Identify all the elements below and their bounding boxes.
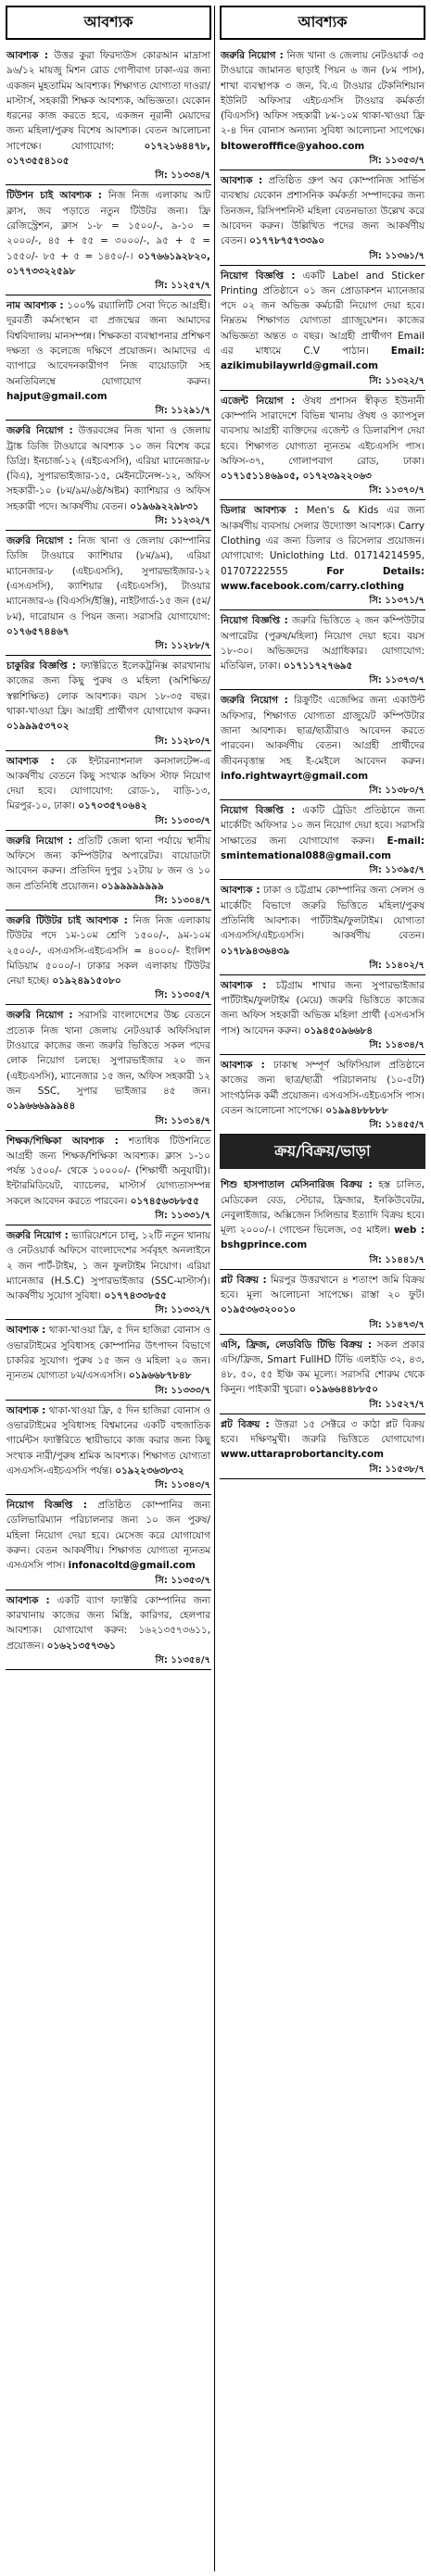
classified-ad	[220, 1335, 425, 1414]
ad-body: চট্টগ্রাম শাখার জন্য সুপারভাইজার পার্টটাইম/ফুলটাইম (মেয়ে) জরুরি ভিত্তিতে কাজের জন্য অফিস সহকারী অভিজ্ঞ মহিলা প্রার্থী (এসএসসি পাস) আবেদন করুন।	[221, 979, 425, 1037]
ad-heading: নাম আবশ্যক :	[6, 300, 64, 312]
ad-code: সি: ১১৩৫৩/৭	[369, 156, 425, 167]
ad-code: সি: ১১৩০৫/৭	[155, 990, 210, 1001]
ad-code: সি: ১১২৯১/৭	[155, 406, 210, 417]
classified-ad	[6, 911, 211, 1005]
ad-code: সি: ১১৩৩২/৭	[155, 1305, 210, 1316]
ad-heading: আবশ্যক :	[221, 175, 263, 187]
classified-ad	[220, 610, 425, 690]
ad-heading: আবশ্যক :	[6, 1325, 46, 1337]
ad-code: সি: ১১৫৩৮/৭	[369, 1464, 425, 1475]
ad-heading: প্লট বিক্রয় :	[221, 1274, 267, 1286]
ad-body: ভ্যারিয়েশনে চালু, ১২টি নতুন খানায় ও নেটওয়ার্ক অফিসে বাংলাদেশের সর্ববৃহৎ অনলাইনে ২ জন পার্ট-টাইম, ১ জন ফুলটাইম নিয়োগ। এরিয়া ম্যানেজার (H.S.C) সুপারভাইজার (SSC-মাস্টার্স)। আকর্ষণীয় সুযোগ সুবিধা।	[6, 1230, 210, 1302]
ad-heading: আবশ্যক :	[6, 1594, 50, 1606]
ad-heading: আবশ্যক :	[221, 979, 267, 991]
classified-ad	[220, 800, 425, 880]
ad-body: উত্তরা ১৫ সেক্টরে ৩ কাঠা প্লট বিক্রয় হবে। দক্ষিণমুখী। জরুরি ভিত্তিতে যোগাযোগ।	[221, 1418, 425, 1446]
ad-code: সি: ১১৪০২/৭	[369, 960, 425, 971]
classified-ad	[6, 1320, 211, 1400]
ad-code: সি: ১১৩৩৪/৭	[155, 170, 210, 182]
ad-heading: জরুরি নিয়োগ :	[6, 835, 72, 847]
ad-contact[interactable]: ০১৭৮৯৪৩৬৪৩৯	[221, 945, 290, 957]
ad-code: সি: ১১৩৯৫/৭	[369, 865, 425, 876]
ad-heading: জরুরি নিয়োগ :	[221, 695, 288, 707]
classified-ad	[220, 45, 425, 170]
classified-ad	[220, 880, 425, 974]
ad-heading: আবশ্যক :	[6, 755, 55, 767]
classified-ad	[6, 831, 211, 911]
classified-ad	[6, 1495, 211, 1590]
ad-body: কে ইন্টারন্যাশনাল কনসালটেন্স-এ আকর্ষণীয় বেতনে কিছু সংখ্যক অফিস স্টাফ নিয়োগ দেয়া হবে। যোগাযোগ: রোড-১, বাড়ি-১৩, মিরপুর-১০, ঢাকা।	[6, 755, 210, 812]
classified-ad	[6, 1401, 211, 1495]
ad-heading: নিয়োগ বিজ্ঞপ্তি :	[6, 1500, 87, 1512]
left-section-header: আবশ্যক	[6, 6, 211, 40]
ad-heading: জরুরি নিয়োগ :	[6, 1230, 69, 1241]
classified-ad	[6, 1005, 211, 1130]
ad-contact[interactable]: info.rightwayrt@gmail.com	[221, 770, 369, 782]
ad-heading: জরুরি নিয়োগ :	[221, 50, 284, 61]
ad-code: সি: ১১৩৬১/৭	[369, 250, 425, 261]
ad-contact[interactable]: Email: azikimubilaywrld@gmail.com	[221, 346, 425, 372]
classified-ad	[6, 185, 211, 295]
ad-heading: আবশ্যক :	[6, 50, 48, 61]
ad-contact[interactable]: ০১৯৬৯২২৯৮৩১	[130, 500, 199, 512]
ad-heading: টিউশন চাই আবশ্যক :	[6, 190, 102, 202]
ad-heading: শিক্ষক/শিক্ষিকা আবশ্যক :	[6, 1135, 119, 1147]
ad-code: সি: ১১৩৭১/৭	[369, 596, 425, 607]
classified-ad	[220, 266, 425, 391]
ad-body: সরাসরি বাংলাদেশের উচ্চ বেতনে প্রত্যেক নিজ খানা জেলায় নেটওয়ার্ক অফিসিয়াল টাওয়ারে কাজের জন্য জরুরি ভিত্তিতে সকল পদের লোক নিয়োগ চলছে। সুপারভাইজার ২০ জন (এইচএসসি), ম্যানেজার ১৫ জন, অফিস সহকারী ১২ জন SSC, সুপার ভাইজার ৪৫ জন।	[6, 1010, 211, 1097]
ad-code: সি: ১১২৫৭/৭	[155, 281, 210, 292]
ad-body: থাকা-খাওয়া ফ্রি, ৫ দিন হাজিরা বোনাস ও ওভারটাইমের সুবিধাসহ বিশ্বমানের একটি বহুজাতিক গার্মেন্টস ফ্যাক্টরিতে স্থায়ীভাবে কাজ করার জন্য কিছু সংখ্যক নারী/পুরুষ শ্রমিক আবশ্যক। শিক্ষাগত যোগ্যতা এসএসসি-এইচএসসি পর্যন্ত।	[6, 1404, 210, 1476]
ad-code: সি: ১১৩৭০/৭	[369, 485, 425, 496]
ad-contact[interactable]: ০১৭৭৪৩৩৮৫৫	[104, 1290, 167, 1302]
ad-contact[interactable]: ০১৯৬৬৪৪৮৮৫০	[309, 1384, 378, 1396]
ad-body: নিজ খানা ও জেলায় কোম্পানির ডিজি টাওয়ারে ক্যাশিয়ার (৮ম/৯ম), এরিয়া ম্যানেজার-৮ (এইচএসসি), সুপারভাইজার-১২ (এসএসসি), ক্যাশিয়ার (এইচএসসি), টাওয়ার ম্যানেজার-৬ (বিএসসি/ইঞ্জি), নাইটগার্ড-১৫ জন (৫ম/৮ম), দারোয়ান ও পিয়ন জন্য। সরাসরি যোগাযোগ:	[6, 535, 210, 622]
ad-heading: এজেন্ট নিয়োগ :	[221, 395, 296, 407]
buy-sell-rent-header: ক্রয়/বিক্রয়/ভাড়া	[220, 1135, 425, 1169]
ad-body: ১০০% রয়্যালিটি সেবা দিতে আগ্রহী। দূরবর্তী কর্মসংস্থান বা প্রজন্মের জন্য আমাদের বিশ্ববিদ্যালয় মানসম্পন্ন। শিক্ষকতা ব্যবস্থাপনার প্রশিক্ষণ দক্ষতা ও কলেজে দক্ষিণে প্রয়োজন। আমাদের এ ব্যাপারে আবেদনকারীগণ নিজ বায়োডাটা সহ অনতিবিলম্বে যোগাযোগ করুন।	[6, 300, 210, 387]
ad-body: উত্তর কুরা ফিরদাউস কোরআন মাদ্রাসা ৯৬/১২ মায়জু মিশন রোড গোপীবাগ ঢাকা-এর জন্য একজন মুহতামিম আবশ্যক। শিক্ষাগত যোগ্যতা দাওরা/মাস্টার্স, সহকারী শিক্ষক আবশ্যক, অভিজ্ঞতা। যেকোন ধরনের কাজ করতে হবে, একজন নূরানী মেয়াদের জন্য মহিলা/পুরুষ বিশেষ আবশ্যক। বেতন আলোচনা সাপেক্ষে। যোগাযোগ:	[6, 50, 210, 152]
ad-contact[interactable]: ০১৯২২৩৬৩৮৩২	[115, 1464, 184, 1476]
ad-heading: ডিলার আবশ্যক :	[221, 505, 298, 517]
ad-body: থাকা-খাওয়া ফ্রি, ৫ দিন হাজিরা বোনাস ও ওভারটাইমের সুবিধাসহ কোম্পানির উৎপাদন বিভাগে চাকরির সুযোগ। পুরুষ ১৫ জন ও মহিলা ২০ জন। ন্যূনতম যোগ্যতা ৮ম/এসএসসি।	[6, 1325, 210, 1382]
classified-ad	[220, 1055, 425, 1135]
ad-body: একটি Label and Sticker Printing প্রতিষ্ঠানে ০১ জন প্রোডাকশন ম্যানেজার পদে ০২ জন অভিজ্ঞ কর্মচারী নিয়োগ দেয়া হবে। নিম্নতম শিক্ষাগত যোগ্যতা গ্র্যাজুয়েশন। কাজের অভিজ্ঞতা অন্তত ৩ বছর। আগ্রহী প্রার্থীগণ Email এর মাধ্যমে C.V পাঠান।	[221, 270, 425, 358]
column-divider	[214, 6, 215, 2571]
ad-contact[interactable]: E-mail: smintemational088@gmail.com	[221, 835, 425, 862]
ad-contact[interactable]: infonacoltd@gmail.com	[68, 1560, 196, 1572]
ad-contact[interactable]: ০১৯৬৬৬৯৯৯৪৪	[6, 1100, 76, 1112]
ad-body: নিজ নিজ এলাকায় টিউটর পদে ১ম-১০ম শ্রেণি ১৫০০/-, ৯ম-১০ম ২৫০০/-, এসএসসি-এইচএসসি = ৪০০০/- ইংলিশ মিডিয়াম ৫০০০/-। ঢাকার সকল এলাকায় টিউটর নেয়া হচ্ছে।	[6, 914, 210, 987]
ad-contact[interactable]: ০১৭৭৮৭৫৭৩৩৯০	[249, 235, 325, 247]
ad-contact[interactable]: ০১৭২১৬৪৪৭৮, ০১৭৩৫৫৪১০৫	[6, 140, 210, 168]
ad-code: সি: ১১৩০৪/৭	[155, 895, 210, 906]
ad-contact[interactable]: For Details: www.facebook.com/carry.clothing	[221, 565, 425, 592]
ad-body: প্রতিষ্ঠিত গ্রুপ অব কোম্পানিজ সার্ভিস ব্যবস্থায় যেকোন প্রশাসনিক কর্মকর্তা সম্পাদকের জন্য তিনজন, রিসিপশনিস্ট মহিলা বেতনভাতা উল্লেখ করে আবেদন করুন। উল্লিখিত পদের জন্য আকর্ষণীয় বেতন।	[221, 175, 425, 247]
ad-heading: নিয়োগ বিজ্ঞপ্তি :	[221, 805, 296, 817]
left-ads-list	[6, 45, 211, 1670]
ad-code: সি: ১১৩৩৩/৭	[155, 1385, 210, 1396]
ad-body: মিরপুর উত্তরখানে ৪ শতাংশ জমি বিক্রয় হবে। মূল্য আলোচনা সাপেক্ষে। রাস্তা ২০ ফুট।	[221, 1274, 425, 1301]
ad-code: সি: ১১৪৭৩/৭	[369, 1319, 425, 1330]
classified-ad	[6, 1590, 211, 1670]
ad-body: নিজ নিজ এলাকায় আট ক্লাস, জব পড়াতে নতুন টিউটর জন্য। ফ্রি রেজিস্ট্রেশন, ক্লাস ১-৮ = ১৫০০/-, ৯-১০ = ২০০০/-, ৪৫ + ৫৫ = ৩০০০/-, ৯৫ + ৫ = ১৫৫০/- ৮৫ + ৫ = ১৪৫০/-।	[6, 190, 210, 262]
ad-code: সি: ১১৩৩১/৭	[155, 1211, 210, 1221]
ad-heading: জরুরি নিয়োগ :	[6, 425, 73, 437]
ad-code: সি: ১১৩৪৩/৭	[155, 1480, 210, 1491]
ad-code: সি: ১১৩২২/৭	[369, 375, 425, 386]
ad-body: ঢাকা ও চট্টগ্রাম কোম্পানির জন্য সেলস ও মার্কেটিং বিভাগে জরুরি ভিত্তিতে মহিলা/পুরুষ প্রতিনিধি আবশ্যক। পার্টটাইম/ফুলটাইম। যোগ্যতা এসএসসি/এইচএসসি। আকর্ষণীয় বেতন।	[221, 885, 425, 942]
classified-ad	[220, 1414, 425, 1479]
ad-heading: জরুরি নিয়োগ :	[6, 1010, 73, 1022]
classified-ad	[6, 656, 211, 750]
ad-heading: আবশ্যক :	[221, 1060, 265, 1072]
right-section-header: আবশ্যক	[220, 6, 425, 40]
ad-body: নিজ খানা ও জেলায় নেটওয়ার্ক ৩৫ টাওয়ারে জামানত ছাড়াই পিয়ন ৬ জন (৮ম পাস), শাখা ব্যবস্থাপক ৩ জন, বি.এ টাওয়ার টেকনিশিয়ান ইউনিট অফিসার এইচএসসি টাওয়ার কর্মকর্তা (বিএসসি) অফিস সহকারী ৮ম-১০ম থাকা-খাওয়া ফ্রি ২-৪ দিন বোনাস অন্যান্য সুবিধা আলোচনা সাপেক্ষে।	[221, 50, 425, 137]
classified-ad	[6, 45, 211, 185]
ad-code: সি: ১১৩৫৩/৭	[155, 1575, 210, 1586]
ad-body: সকল প্রকার এসি/ফ্রিজ, Smart FullHD টিভি এলইডি ৩২, ৪৩, ৪৮, ৫০, ৫৫ ইঞ্চি কম মূল্যে। সরাসরি শোরুম থেকে কিনুন। পাইকারী খুচরা।	[221, 1338, 425, 1396]
ad-heading: জরুরি টিউটর চাই আবশ্যক :	[6, 914, 128, 926]
classified-ad	[6, 295, 211, 421]
ad-code: সি: ১১৫২৭/৭	[369, 1399, 425, 1410]
ad-code: সি: ১১৩৮০/৭	[369, 785, 425, 797]
ad-heading: চাকুরির বিজ্ঞপ্তি :	[6, 660, 76, 672]
ad-code: সি: ১১৩৭৩/৭	[369, 675, 425, 686]
classified-ad	[6, 1225, 211, 1320]
ad-body: হস্ত চালিত, মেডিকেল বেড, স্টেচার, ফ্রিজার, ইনকিউবেটর, নেবুলাইজার, অক্সিজেন সিলিন্ডার ইত্যাদি বিক্রয় হবে। মূল্য ২০০০/-। গোল্ডেন ভিলেজ, ৩৫ মাইল।	[221, 1179, 425, 1237]
ad-heading: জরুরি নিয়োগ :	[6, 535, 73, 547]
classified-ad	[220, 975, 425, 1055]
classified-ad	[6, 531, 211, 656]
ad-contact[interactable]: ০১৯২৪৯১৫০৮০	[52, 975, 121, 987]
ad-code: সি: ১১৩০৩/৭	[155, 815, 210, 826]
right-column	[220, 6, 425, 1479]
ad-contact[interactable]: ০১৭৬৫৭৪৪৬৭	[6, 625, 70, 637]
ad-heading: আবশ্যক :	[6, 1404, 46, 1416]
classified-ad	[220, 500, 425, 610]
ad-code: সি: ১১২৩২/৭	[155, 516, 210, 527]
ad-code: সি: ১১৪৪১/৭	[369, 1254, 425, 1265]
ad-body: ঢাকাস্থ সম্পূর্ণ অফিসিয়াল প্রতিষ্ঠানে কাজের জন্য ছাত্র/ছাত্রী পরিচালনায় (১০-৫টা) সাংগঠনিক কর্মী প্রয়োজন। এসএসসি-এইচএসসি পাস। বেতন আলোচনা সাপেক্ষে।	[221, 1060, 425, 1116]
ad-body: উত্তরবঙ্গের নিজ খানা ও জেলায় ট্রাঙ্ক ডিজি টাওয়ারে আবশ্যক ১০ জন বিশেষ করে ডিগ্রি। ইনচার্জ-১২ (এইচএসসি), এরিয়া ম্যানেজার-৮ (বিএ), সুপারভাইজার-১৫, মেইনটেনেন্স-১২, অফিস সহকারী-১০ (৮ম/৯ম/৬ষ্ঠ/অষ্টম) ক্যাশিয়ার ও অফিস সহকারী পদে। আকর্ষণীয় বেতন।	[6, 425, 211, 512]
ad-contact[interactable]: ০১৭১৫১১৪৬৯০৫, ০১৭২৩৯২২০৬৩	[221, 471, 372, 483]
buy-sell-ads-list	[220, 1175, 425, 1478]
ad-contact[interactable]: ০১৯৪৫০৯৬৬৮৪	[303, 1024, 374, 1037]
ad-contact[interactable]: ০১৯৯৪৮৮৮৮৮	[325, 1104, 388, 1116]
classified-ad	[220, 170, 425, 265]
ad-contact[interactable]: ০১৯৯৯৫৩৭০২	[6, 721, 70, 733]
ad-heading: আবশ্যক :	[221, 885, 260, 897]
ad-code: সি: ১১৩৫৪/৭	[155, 1654, 210, 1665]
ad-body: প্রতিষ্ঠিত কোম্পানির জন্য ডেলিভারিম্যান পরিচালনার জন্য ১০ জন পুরুষ/মহিলা নিয়োগ দেয়া হবে। মেসেজ করে যোগাযোগ করুন। বেতন আকর্ষণীয়। শিক্ষাগত যোগ্যতা ন্যূনতম এসএসসি পাস।	[6, 1500, 210, 1572]
ad-code: সি: ১১৩১৪/৭	[155, 1115, 210, 1126]
ad-heading: নিয়োগ বিজ্ঞপ্তি :	[221, 270, 296, 282]
ad-body: ফ্যাক্টরিতে ইলেকট্রনিক্স কারখানায় কাজের জন্য কিছু পুরুষ ও মহিলা (অশিক্ষিত/স্বল্পশিক্ষিত) লোক আবশ্যক। বয়স ১৮-৩৫ বছর। থাকা-খাওয়া ফ্রি। আগ্রহী প্রার্থীগণ যোগাযোগ করুন।	[6, 660, 210, 717]
classified-ad	[220, 391, 425, 501]
ad-code: সি: ১১২৮০/৭	[155, 735, 210, 747]
ad-body: রিক্রুটিং এজেন্সির জন্য একাউন্ট অফিসার, শিক্ষাগত যোগ্যতা গ্রাজুয়েট কম্পিউটার জানা আবশ্যক। ছাত্র/ছাত্রীরাও আবেদন করতে পারবেন। আকর্ষণীয় বেতন। আগ্রহী প্রার্থীদের জীবনবৃত্তান্ত সহ ই-মেইলে আবেদন করুন।	[221, 695, 425, 767]
ad-body: একটি ব্যাগ ফ্যাক্টরি কোম্পানির জন্য কারখানায় কাজের জন্য মিস্ত্রি, কারিগর, হেলপার আবশ্যক। যোগাযোগ করুন: ১৬২১৩৫৭৩৬১১, প্রয়োজন।	[6, 1594, 211, 1652]
ad-contact[interactable]: ০১৭৬৬১৯২৮২০, ০১৭৭৩৩২২৫৯৮	[6, 250, 210, 277]
ad-body: প্রতিটি জেলা থানা পর্যায়ে স্থানীয় অফিসে জন্য কম্পিউটার অপারেটর। বায়োডাটা আবেদন করুন। প্রতিদিন দুপুর ১২টায় ৮ জন ও ১০ জন প্রতিনিধি প্রয়োজন।	[6, 835, 210, 892]
classified-ad	[220, 690, 425, 800]
ad-contact[interactable]: ০১৯৫৩৬৩২০০১০	[221, 1304, 297, 1316]
ad-heading: প্লট বিক্রয় :	[221, 1418, 270, 1430]
ad-code: সি: ১১৪৩৪/৭	[369, 1040, 425, 1051]
ad-body: জরুরি ভিত্তিতে ২ জন কম্পিউটার অপারেটর (পুরুষ/মহিলা) নিয়োগ দেয়া হবে। বয়স ১৮-৩০। অভিজ্ঞদের অগ্রাধিকার। যোগাযোগ: মতিঝিল, ঢাকা।	[221, 615, 425, 672]
classified-ad	[6, 751, 211, 831]
ad-heading: শিশু হাসপাতাল মেসিনারিজ বিক্রয় :	[221, 1179, 373, 1191]
ad-contact[interactable]: ০১৬২১৩৫৭৩৬১	[46, 1640, 116, 1652]
ad-heading: এসি, ফ্রিজ, লেডবিডি টিভি বিক্রয় :	[221, 1338, 373, 1351]
classified-ad	[6, 421, 211, 531]
ad-contact[interactable]: web : bshgprince.com	[221, 1225, 425, 1251]
classified-ad	[6, 1131, 211, 1225]
ad-contact[interactable]: ০১৯৬৬৮৭৮৪৮	[128, 1370, 192, 1382]
ad-contact[interactable]: bltowerofffice@yahoo.com	[221, 140, 365, 152]
left-column	[6, 6, 211, 1670]
classified-ad	[220, 1270, 425, 1335]
ad-body: Men's & Kids এর জন্য আকর্ষণীয় ব্যবসায় সেলার উদ্যোক্তা আবশ্যক। Carry Clothing এর জন্য ডিলার ও রিসেলার প্রয়োজন। যোগাযোগ: Uniclothing Ltd. 01714214595, 01707222555	[221, 505, 425, 577]
ad-code: সি: ১১৪৫৫/৭	[369, 1120, 425, 1131]
ad-contact[interactable]: hajput@gmail.com	[6, 390, 108, 402]
ad-heading: নিয়োগ বিজ্ঞপ্তি :	[221, 615, 288, 627]
right-ads-list	[220, 45, 425, 1135]
ad-body: একটি ট্রেডিং প্রতিষ্ঠানে জন্য মার্কেটিং অফিসার ১০ জন নিয়োগ দেয়া হবে। সরাসরি সাক্ষাতের জন্য যোগাযোগ করুন।	[221, 805, 425, 847]
ad-contact[interactable]: ০১৭৪৫৬৩৮৮৫৫	[130, 1195, 199, 1207]
ad-contact[interactable]: ০১৭১১৭২৭৬৯৫	[283, 660, 353, 672]
ad-contact[interactable]: ০১৯৯৯৯৯৯৯৯	[101, 880, 164, 892]
ad-body: ঔষধ প্রশাসন স্বীকৃত ইউনানী কোম্পানি সারাদেশে বিভিন্ন খানায় ঔষধ ও ক্যাপসুল ব্যবসায় আগ্রহী ব্যক্তিদের এজেন্ট ও ডিলারশিপ দেয়া হবে। শিক্ষাগত যোগ্যতা ন্যূনতম এইচএসসি পাস। অফিস-৩৭, গোলাপবাগ রোড, ঢাকা।	[221, 395, 425, 467]
ad-code: সি: ১১২৮৮/৭	[155, 641, 210, 652]
ad-contact[interactable]: www.uttaraprobortancity.com	[221, 1449, 384, 1461]
ad-body: শতাধিক টিউশনিতে আগ্রহী জন্য শিক্ষক/শিক্ষিকা আবশ্যক। ক্লাস ১-১০ পর্যন্ত ১৫০০/- থেকে ১০০০০/- (শিক্ষার্থী অনুযায়ী)। ইন্টারমিডিয়েট, ব্যাচেলর, মাস্টার্স যোগ্যতাসম্পন্ন সকলে আবেদন করতে পারবেন।	[6, 1135, 210, 1207]
ad-contact[interactable]: ০১৭০৩৫৭০৬৪২	[78, 800, 147, 812]
classified-ad	[220, 1175, 425, 1269]
